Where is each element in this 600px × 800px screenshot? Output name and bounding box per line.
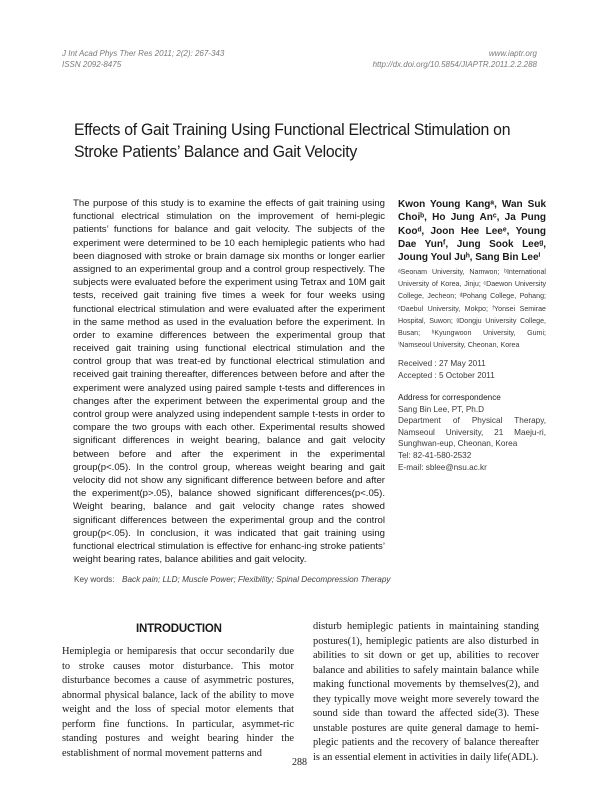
- accepted-date: Accepted : 5 October 2011: [398, 370, 495, 380]
- correspondence-address: Department of Physical Therapy, Namseoul University, 21 Maeju-ri, Sunghwan-eup, Cheonan, Korea: [398, 416, 546, 449]
- keywords-text: Back pain; LLD; Muscle Power; Flexibility; Spinal Decompression Therapy: [122, 575, 391, 584]
- affiliations: ᵃSeonam University, Namwon; ᵇInternational University of Korea, Jinju; ᶜDaewon University College, Jecheon; ᵈPohang College, Pohang; ᵉDaebul University, Mokpo; ᶠYonsei Semirae Hospital, Suwon; ᵍDongju University College, Busan; ʰKyungwoon University, Gumi; ⁱNamseoul University, Cheonan, Korea: [398, 268, 546, 350]
- journal-issn: ISSN 2092-8475: [62, 60, 122, 69]
- correspondence-email[interactable]: E-mail: sblee@nsu.ac.kr: [398, 462, 487, 472]
- author-list: Kwon Young Kangᵃ, Wan Suk Choiᵇ, Ho Jung Anᶜ, Ja Pung Kooᵈ, Joon Hee Leeᵉ, Young Dae Yunᶠ, Jung Sook Leeᵍ, Joung Youl Juʰ, Sang Bin Leeⁱ: [398, 199, 546, 264]
- paper-title: Effects of Gait Training Using Functional Electrical Stimulation on Stroke Patients’ Balance and Gait Velocity: [74, 120, 511, 161]
- introduction-heading: INTRODUCTION: [136, 623, 222, 635]
- keywords-label: Key words:: [74, 575, 115, 584]
- page-number: 288: [292, 757, 307, 768]
- received-date: Received : 27 May 2011: [398, 359, 486, 368]
- introduction-right-column: disturb hemiplegic patients in maintaining standing postures(1), hemiplegic patients are also disturbed in abilities to sit down or get up, abilities to recover balance and abilities to safely maintain balance while making functional movements by themselves(2), and they typically move weight more severely toward the sound side than toward the affected side(3). These unstable postures are quite general damage to hemi-plegic patients and the recovery of balance thereafter is an essential element in activities in daily life(ADL).: [313, 621, 539, 763]
- journal-citation: J Int Acad Phys Ther Res 2011; 2(2): 267-343: [62, 49, 225, 58]
- correspondence-tel: Tel: 82-41-580-2532: [398, 450, 472, 460]
- correspondence-name: Sang Bin Lee, PT, Ph.D: [398, 404, 485, 414]
- journal-header-left: [62, 48, 224, 70]
- article-dates: [398, 358, 546, 382]
- doi-link[interactable]: http://dx.doi.org/10.5854/JIAPTR.2011.2.2.288: [372, 60, 537, 69]
- correspondence: [398, 392, 546, 473]
- abstract: The purpose of this study is to examine the effects of gait training using functional electrical stimulation on the improvement of hemi-plegic patients’ functions for balance and gait velocity. The subjects of the experiment were determined to be 10 each hemiplegic patients who had been diagnosed with stroke or brain damage six months or longer earlier assigned to an experimental group and a control group respectively. The subjects were evaluated before the experiment using Tetrax and 10M gait tests, received gait training five times a week for four weeks using functional electrical stimulation and were evaluated after the experiment in the same method as used in the evaluation before the experiment. In order to examine differences between the experimental group that received gait training using functional electrical stimulation and the control group that was treat-ed by functional electrical stimulation and received gait training thereafter, differences between before and after the experiment were analyzed using paired sample t-tests and differences in changes after the experiment between the experimental group and the control group were analyzed using independent sample t-tests in order to compare the two groups with each other. Experimental results showed significant differences in weight bearing, balance and gait velocity between before and after the experiment in the experimental group(p<.05). In the control group, whereas weight bearing and gait velocity did not show any significant difference between before and after the experiment(p>.05), balance showed significant differences(p<.05). Weight bearing, balance and gait velocity change rates showed significant differences between the experimental group and the control group(p<.05). In conclusion, it was indicated that gait training using functional electrical stimulation is effective for enhanc-ing stroke patients’ weight bearing rates, balance abilities and gait velocity.: [73, 198, 385, 566]
- journal-website[interactable]: www.iaptr.org: [488, 49, 537, 58]
- correspondence-label: Address for correspondence: [398, 393, 501, 402]
- journal-header-right: [373, 48, 537, 70]
- introduction-left-column: Hemiplegia or hemiparesis that occur secondarily due to stroke causes motor disturbance. This motor disturbance becomes a cause of asymmetric postures, abnormal physical balance, lack of the ability to move weight and the loss of special motor elements that perform fine functions. In particular, asymmet-ric standing postures and weight bearing hinder the establishment of normal movement patterns and: [62, 646, 294, 759]
